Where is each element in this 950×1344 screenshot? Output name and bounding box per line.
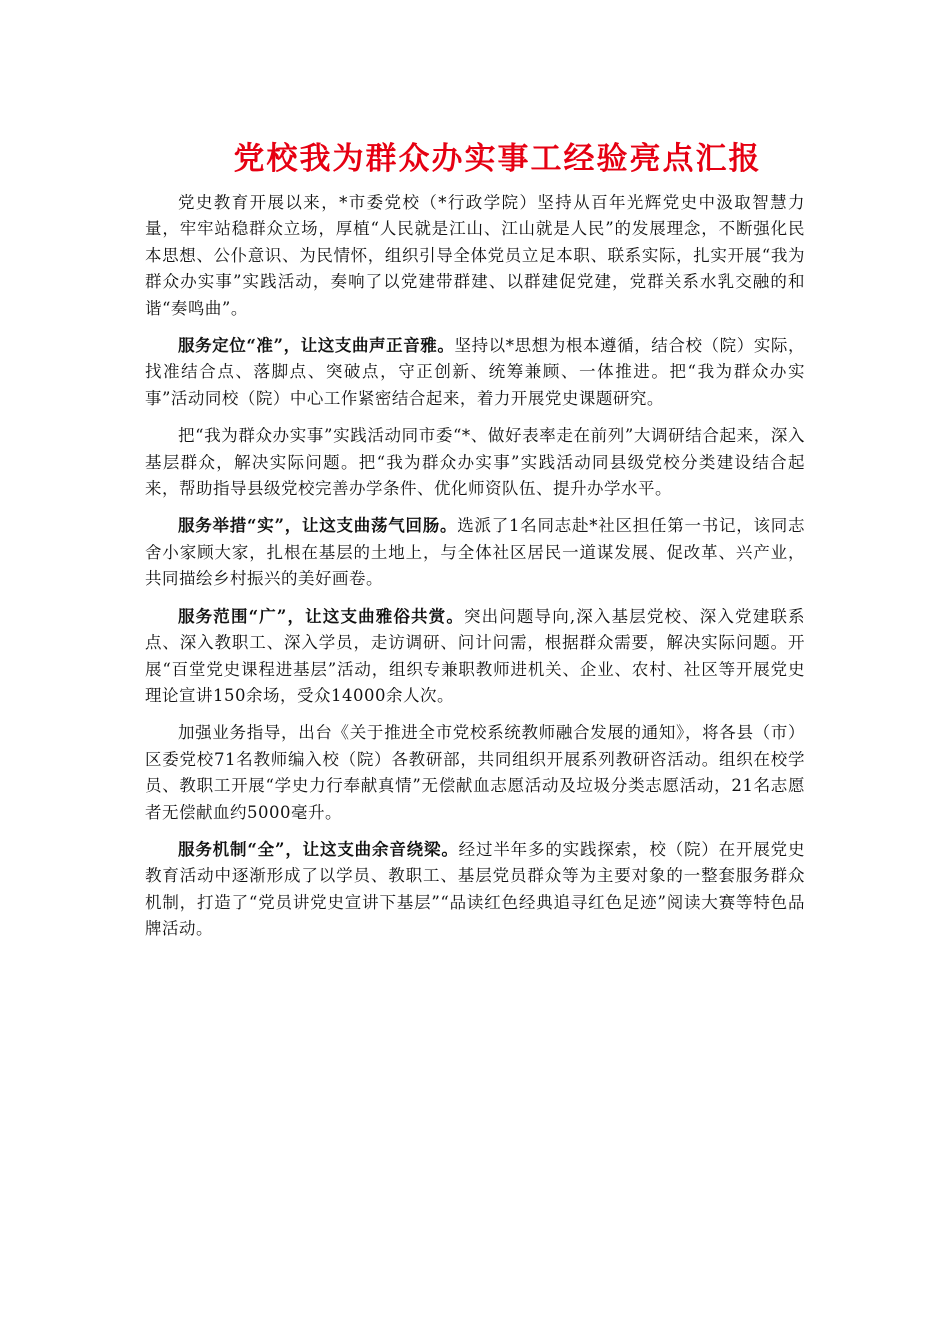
paragraph-text: 把“我为群众办实事”实践活动同市委“*、做好表率走在前列”大调研结合起来，深入基层群众，解决实际问题。把“我为群众办实事”实践活动同县级党校分类建设结合起来，帮助指导县级党校完善办学条件、优化师资队伍、提升办学水平。 (145, 426, 805, 499)
paragraph-text: 党史教育开展以来，*市委党校（*行政学院）坚持从百年光辉党史中汲取智慧力量，牢牢站稳群众立场，厚植“人民就是江山、江山就是人民”的发展理念，不断强化民本思想、公仆意识、为民情怀，组织引导全体党员立足本职、联系实际，扎实开展“我为群众办实事”实践活动，奏响了以党建带群建、以群建促党建，党群关系水乳交融的和谐“奏鸣曲”。 (145, 193, 805, 318)
paragraph-lead: 服务机制“全”，让这支曲余音绕梁。 (178, 839, 459, 859)
paragraph-intro (145, 190, 805, 322)
paragraph-service-positioning (145, 333, 805, 412)
paragraph-service-measures (145, 513, 805, 592)
paragraph-text: 加强业务指导，出台《关于推进全市党校系统教师融合发展的通知》，将各县（市）区委党校71名教师编入校（院）各教研部，共同组织开展系列教研咨活动。组织在校学员、教职工开展“学史力行奉献真情”无偿献血志愿活动及垃圾分类志愿活动，21名志愿者无偿献血约5000毫升。 (145, 723, 805, 822)
paragraph-lead: 服务举措“实”，让这支曲荡气回肠。 (178, 516, 458, 536)
paragraph-text: 选派了1名同志赴*社区担任第一书记，该同志舍小家顾大家，扎根在基层的土地上，与全体社区居民一道谋发展、促改革、兴产业，共同描绘乡村振兴的美好画卷。 (145, 516, 806, 589)
paragraph-lead: 服务范围“广”，让这支曲雅俗共赏。 (178, 606, 464, 626)
paragraph-service-scope (145, 604, 805, 710)
paragraph-business-guidance (145, 720, 805, 826)
paragraph-text: 突出问题导向,深入基层党校、深入党建联系点、深入教职工、深入学员，走访调研、问计问需，根据群众需要，解决实际问题。开展“百堂党史课程进基层”活动，组织专兼职教师进机关、企业、农村、社区等开展党史理论宣讲150余场，受众14000余人次。 (145, 606, 805, 705)
paragraph-lead: 服务定位“准”，让这支曲声正音雅。 (178, 336, 455, 356)
paragraph-text: 经过半年多的实践探索，校（院）在开展党史教育活动中逐渐形成了以学员、教职工、基层党员群众等为主要对象的一整套服务群众机制，打造了“党员讲党史宣讲下基层”“品读红色经典追寻红色足迹”阅读大赛等特色品牌活动。 (145, 839, 805, 939)
paragraph-service-mechanism (145, 837, 805, 943)
document-body (145, 190, 805, 954)
paragraph-text: 坚持以*思想为根本遵循，结合校（院）实际，找准结合点、落脚点、突破点，守正创新、统筹兼顾、一体推进。把“我为群众办实事”活动同校（院）中心工作紧密结合起来，着力开展党史课题研究。 (145, 336, 805, 408)
paragraph-research-integration (145, 423, 805, 502)
document-title: 党校我为群众办实事工经验亮点汇报 (233, 141, 762, 177)
